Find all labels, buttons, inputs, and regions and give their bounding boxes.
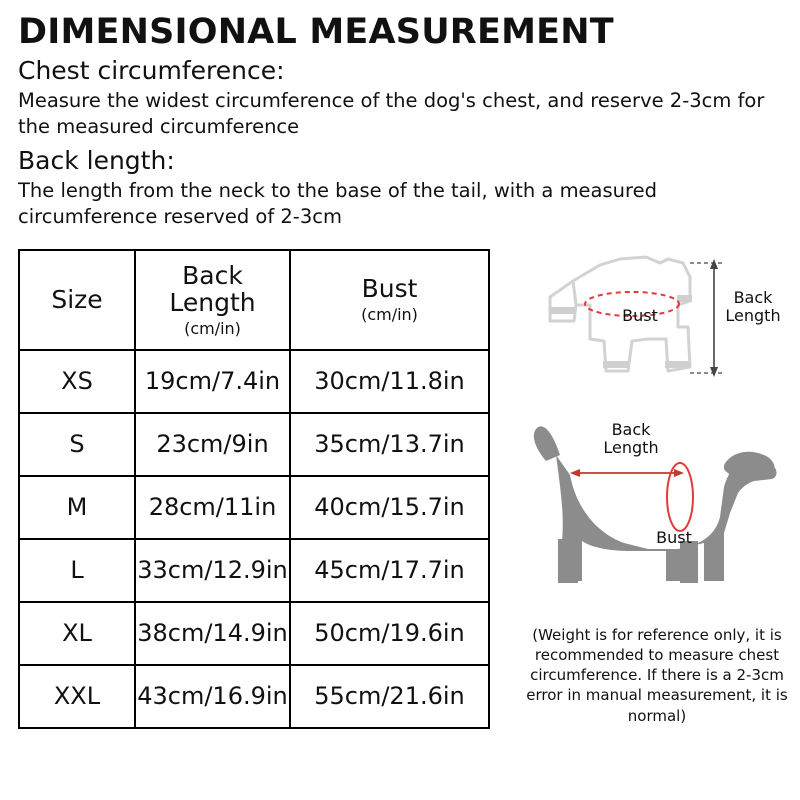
cell-back-length: 19cm/7.4in bbox=[135, 350, 290, 413]
table-row bbox=[19, 413, 489, 476]
chart-and-diagrams bbox=[18, 249, 788, 729]
table-row bbox=[19, 665, 489, 728]
dog-bust-label: Bust bbox=[656, 527, 692, 547]
illustration-column bbox=[488, 249, 792, 729]
cell-size: XXL bbox=[19, 665, 135, 728]
page-title: DIMENSIONAL MEASUREMENT bbox=[18, 12, 614, 52]
table-header-row bbox=[19, 250, 489, 350]
cell-size: XL bbox=[19, 602, 135, 665]
size-table-wrapper bbox=[18, 249, 488, 729]
garment-diagram bbox=[528, 249, 788, 409]
dog-back-length-label-line2: Length bbox=[603, 437, 659, 457]
table-header-back-length-unit: (cm/in) bbox=[184, 318, 241, 338]
garment-back-length-label bbox=[720, 289, 786, 326]
table-header-bust bbox=[290, 250, 489, 350]
table-row bbox=[19, 539, 489, 602]
section-body-chest: Measure the widest circumference of the dog's chest, and reserve 2-3cm for the measured circumference bbox=[18, 89, 765, 139]
section-heading-back: Back length: bbox=[18, 145, 175, 175]
table-header-size bbox=[19, 250, 135, 350]
cell-size: M bbox=[19, 476, 135, 539]
cell-back-length: 23cm/9in bbox=[135, 413, 290, 476]
garment-back-length-label-line1: Back bbox=[733, 287, 773, 307]
size-table bbox=[18, 249, 490, 729]
table-row bbox=[19, 602, 489, 665]
dog-diagram bbox=[528, 421, 790, 611]
table-row bbox=[19, 350, 489, 413]
garment-back-length-label-line2: Length bbox=[725, 305, 781, 325]
cell-bust: 35cm/13.7in bbox=[290, 413, 489, 476]
table-header-size-label: Size bbox=[51, 285, 103, 314]
table-row bbox=[19, 476, 489, 539]
section-body-back: The length from the neck to the base of the tail, with a measured circumference reserved of 2-3cm bbox=[18, 178, 657, 229]
cell-back-length: 38cm/14.9in bbox=[135, 602, 290, 665]
cell-size: L bbox=[19, 539, 135, 602]
cell-bust: 50cm/19.6in bbox=[290, 602, 489, 665]
table-header-back-length-label: Back Length bbox=[169, 260, 256, 317]
cell-size: XS bbox=[19, 350, 135, 413]
garment-bust-label: Bust bbox=[622, 305, 658, 325]
cell-bust: 55cm/21.6in bbox=[290, 665, 489, 728]
cell-bust: 40cm/15.7in bbox=[290, 476, 489, 539]
table-header-back-length bbox=[135, 250, 290, 350]
table-header-bust-label: Bust bbox=[361, 274, 418, 303]
cell-bust: 45cm/17.7in bbox=[290, 539, 489, 602]
table-header-bust-unit: (cm/in) bbox=[361, 305, 418, 324]
cell-back-length: 43cm/16.9in bbox=[135, 665, 290, 728]
garment-illustration-svg bbox=[528, 249, 788, 409]
cell-bust: 30cm/11.8in bbox=[290, 350, 489, 413]
measurement-note: (Weight is for reference only, it is recommended to measure chest circumference. If there is a 2-3cm error in manual measurement, it is normal) bbox=[526, 625, 788, 725]
section-heading-chest: Chest circumference: bbox=[18, 55, 285, 85]
dog-back-length-label-line1: Back bbox=[611, 419, 651, 439]
cell-size: S bbox=[19, 413, 135, 476]
cell-back-length: 33cm/12.9in bbox=[135, 539, 290, 602]
dog-back-length-label bbox=[586, 421, 676, 458]
cell-back-length: 28cm/11in bbox=[135, 476, 290, 539]
